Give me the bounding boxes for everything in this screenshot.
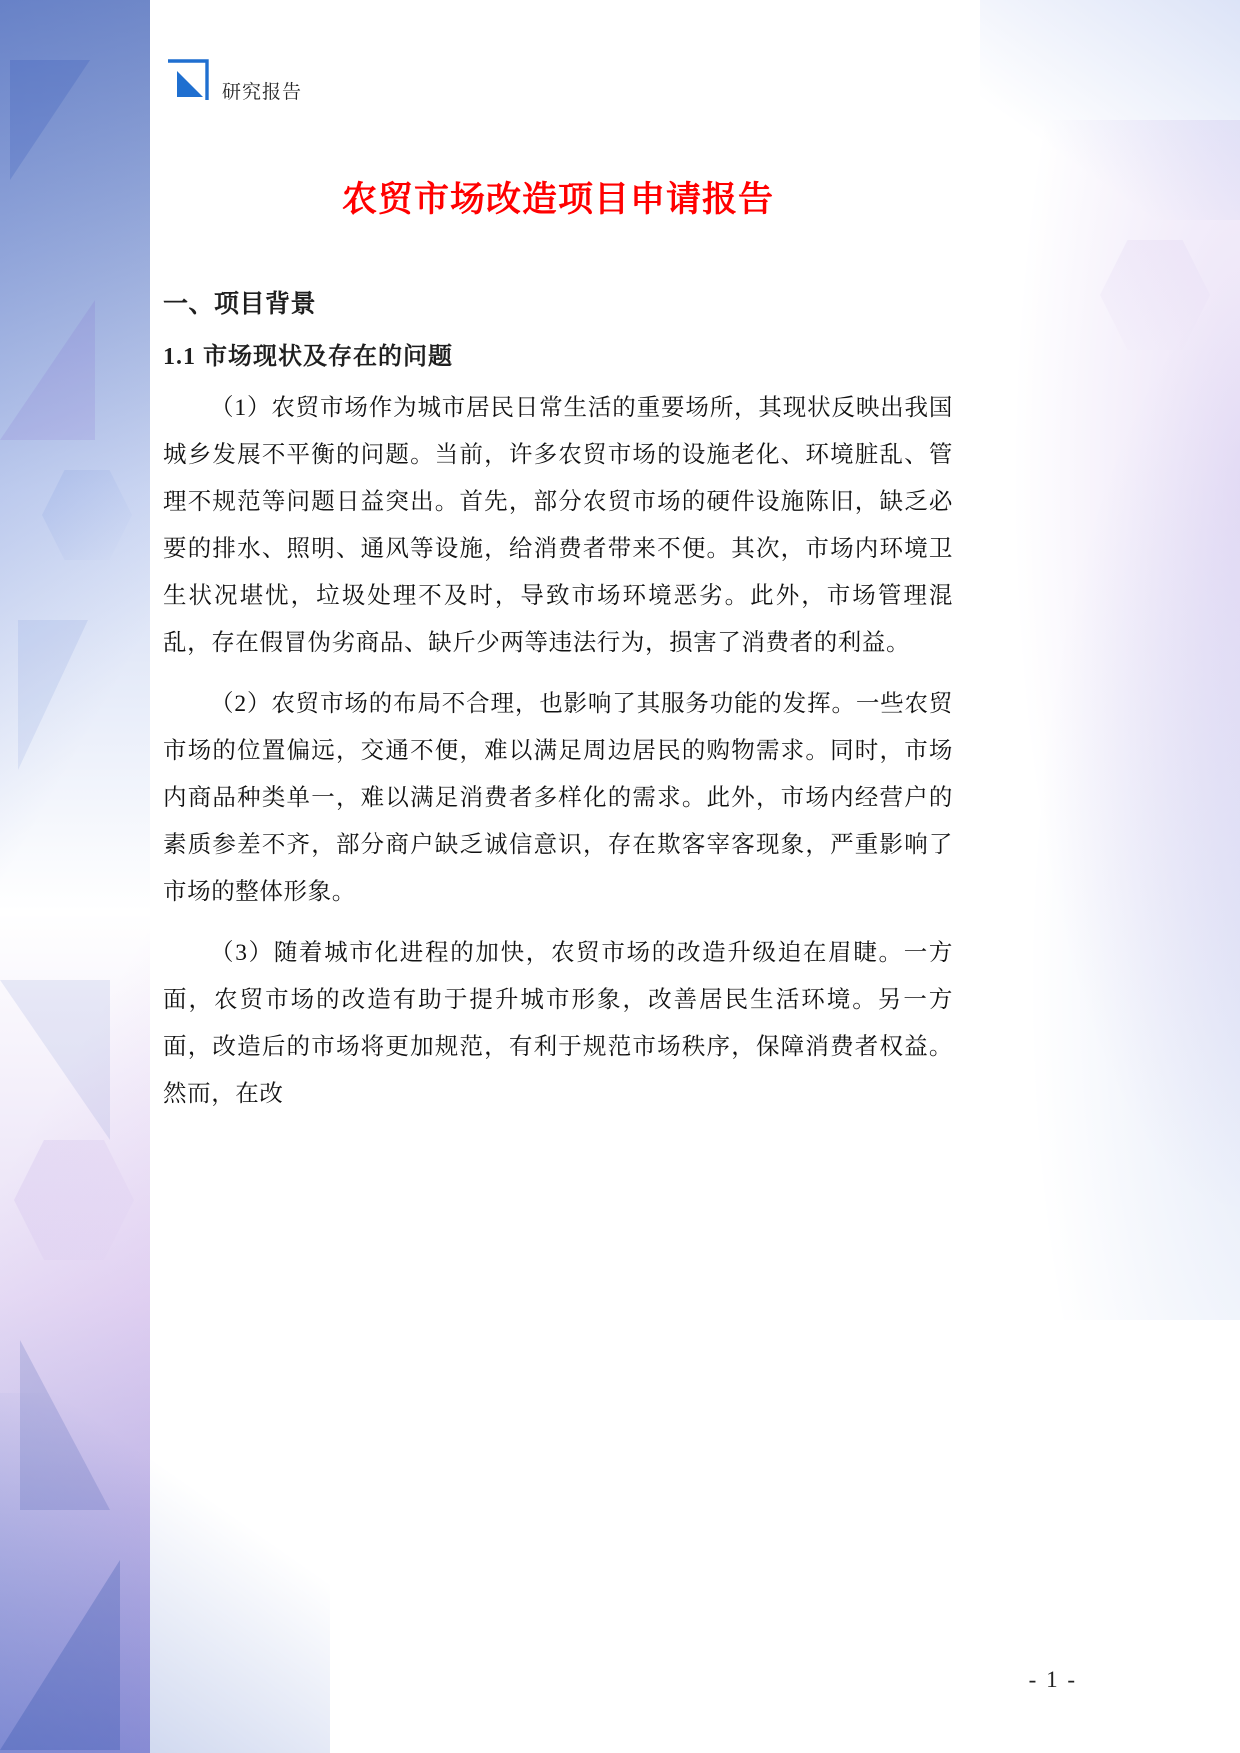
- background-triangle-6: [0, 1560, 120, 1750]
- background-hex-3: [1100, 240, 1210, 350]
- section-heading: 一、项目背景: [163, 290, 317, 318]
- background-bottom-left-glow: [0, 1393, 330, 1753]
- subsection-heading: 1.1 市场现状及存在的问题: [163, 344, 453, 370]
- background-hex-2: [14, 1140, 134, 1260]
- body-paragraph: （3）随着城市化进程的加快，农贸市场的改造升级迫在眉睫。一方面，农贸市场的改造有助于提升城市形象，改善居民生活环境。另一方面，改造后的市场将更加规范，有利于规范市场秩序，保障消费者权益。然而，在改: [163, 940, 953, 1107]
- page-number: - 1 -: [1028, 1667, 1077, 1692]
- background-triangle-1: [10, 60, 90, 180]
- page-title: 农贸市场改造项目申请报告: [341, 180, 774, 219]
- body-paragraph: （1）农贸市场作为城市居民日常生活的重要场所，其现状反映出我国城乡发展不平衡的问题。当前，许多农贸市场的设施老化、环境脏乱、管理不规范等问题日益突出。首先，部分农贸市场的硬件设施陈旧，缺乏必要的排水、照明、通风等设施，给消费者带来不便。其次，市场内环境卫生状况堪忧，垃圾处理不及时，导致市场环境恶劣。此外，市场管理混乱，存在假冒伪劣商品、缺斤少两等违法行为，损害了消费者的利益。: [163, 395, 953, 656]
- background-left-band: [0, 0, 150, 1753]
- background-triangle-5: [20, 1340, 110, 1510]
- background-hex-1: [42, 470, 132, 560]
- body-paragraph: （2）农贸市场的布局不合理，也影响了其服务功能的发挥。一些农贸市场的位置偏远，交通不便，难以满足周边居民的购物需求。同时，市场内商品种类单一，难以满足消费者多样化的需求。此外，市场内经营户的素质参差不齐，部分商户缺乏诚信意识，存在欺客宰客现象，严重影响了市场的整体形象。: [163, 691, 953, 905]
- background-top-right-glow: [980, 0, 1240, 220]
- background-triangle-4: [0, 980, 110, 1140]
- background-triangle-3: [18, 620, 88, 770]
- background-right-glow: [980, 120, 1240, 1320]
- logo-label: 研究报告: [222, 81, 303, 103]
- document-content: [163, 172, 953, 1132]
- report-logo: [163, 57, 302, 109]
- arrow-logo-icon: [163, 57, 213, 109]
- background-triangle-2: [0, 300, 95, 440]
